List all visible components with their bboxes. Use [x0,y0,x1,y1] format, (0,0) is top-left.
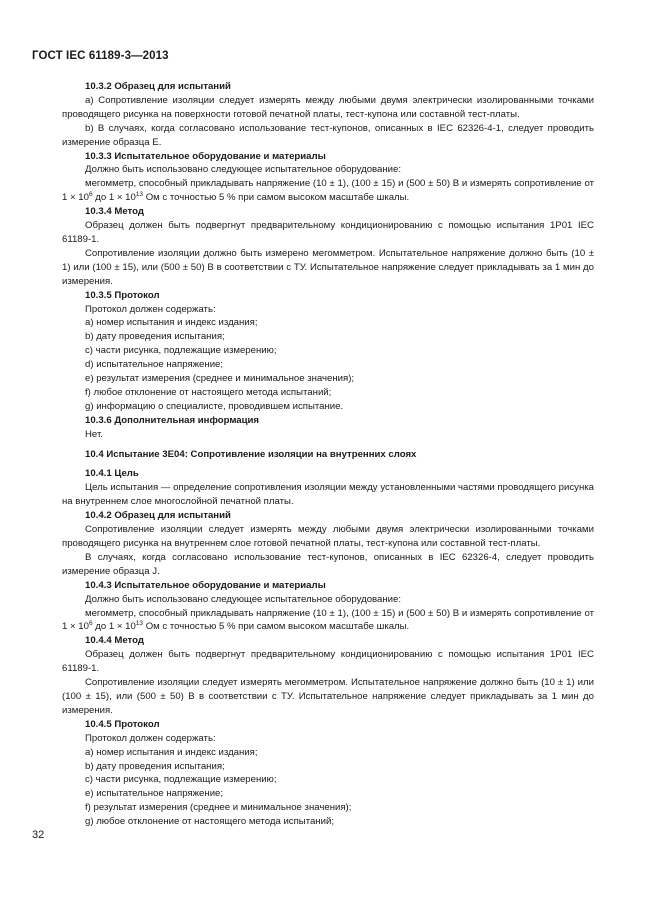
paragraph: В случаях, когда согласовано использование тест-купонов, описанных в IEC 62326-4, следует проводить измерение образца J. [62,551,594,577]
list-item: b) дату проведения испытания; [85,331,225,343]
paragraph: а) Сопротивление изоляции следует измерять между любыми двумя электрически изолированными точками проводящего рисунка на поверхности готовой печатной платы, тест-купона или составной тест-платы. [62,94,594,120]
list-item: b) дату проведения испытания; [85,760,225,772]
page-number: 32 [32,829,45,841]
section-heading: 10.4 Испытание 3Е04: Сопротивление изоляции на внутренних слоях [85,448,417,460]
section-heading: 10.3.2 Образец для испытаний [85,81,231,92]
list-item: с) части рисунка, подлежащие измерению; [85,774,277,786]
list-item: а) номер испытания и индекс издания; [85,317,258,329]
list-item: е) результат измерения (среднее и минимальное значения); [85,373,355,385]
paragraph: Сопротивление изоляции следует измерять мегомметром. Испытательное напряжение должно быть (10 ± 1) или (100 ± 15), или (500 ± 50) В в соответствии с ТУ. Испытательное напряжение следует прикладывать за 1 мин до измерения. [62,677,594,716]
paragraph: Образец должен быть подвергнут предварительному кондиционированию с помощью испытания 1P01 IEC 61189-1. [62,649,594,675]
paragraph: Сопротивление изоляции следует измерять между любыми двумя электрически изолированными точками проводящего рисунка на внутреннем слое готовой печатной платы, тест-купона или составной тест-платы. [62,524,594,549]
section-heading: 10.4.1 Цель [85,468,139,480]
paragraph: Нет. [85,428,103,440]
equipment-paragraph: мегомметр, способный прикладывать напряжение (10 ± 1), (100 ± 15) и (500 ± 50) В и измерять сопротивление от $1 \times 10^6$ до $1 \times 10^{13}$ Ом с точностью 5 % при самом высоком масштабе шкалы. [62,607,594,633]
list-item: с) части рисунка, подлежащие измерению; [85,345,277,357]
list-item: g) информацию о специалисте, проводившем испытание. [85,400,344,412]
paragraph: Цель испытания — определение сопротивления изоляции между установленными частями проводящего рисунка на внутреннем слое многослойной печатной платы. [62,482,594,508]
list-item: g) любое отклонение от настоящего метода испытаний; [85,816,334,828]
section-heading: 10.3.6 Дополнительная информация [85,414,260,426]
list-item: d) испытательное напряжение; [85,359,224,371]
equipment-paragraph: мегомметр, способный прикладывать напряжение (10 ± 1), (100 ± 15) и (500 ± 50) В и измерять сопротивление от $1 \times 10^6$ до $1 \times 10^{13}$ Ом с точностью 5 % при самом высоком масштабе шкалы. [62,178,594,204]
paragraph: Сопротивление изоляции должно быть измерено мегомметром. Испытательное напряжение должно быть (10 ± 1) или (100 ± 15), или (500 ± 50) В в соответствии с ТУ. Испытательное напряжение следует прикладывать за 1 мин до измерения. [62,247,594,287]
paragraph: Протокол должен содержать: [85,732,216,744]
paragraph: b) В случаях, когда согласовано использование тест-купонов, описанных в IEC 62326-4-1, следует проводить измерение образца Е. [62,122,594,148]
section-heading: 10.4.2 Образец для испытаний [85,510,231,522]
paragraph: Должно быть использовано следующее испытательное оборудование: [85,164,402,176]
section-heading: 10.3.5 Протокол [85,289,160,301]
section-heading: 10.3.3 Испытательное оборудование и материалы [85,150,326,162]
list-item: f) любое отклонение от настоящего метода испытаний; [85,386,332,398]
list-item: а) номер испытания и индекс издания; [85,746,258,758]
list-item: f) результат измерения (среднее и минимальное значения); [85,802,352,814]
list-item: е) испытательное напряжение; [85,788,224,800]
section-heading: 10.4.5 Протокол [85,718,160,730]
section-heading: 10.3.4 Метод [85,206,144,218]
document-header: ГОСТ IEC 61189-3—2013 [32,50,169,62]
section-heading: 10.4.4 Метод [85,635,144,647]
paragraph: Образец должен быть подвергнут предварительному кондиционированию с помощью испытания 1P01 IEC 61189-1. [62,220,594,245]
paragraph: Должно быть использовано следующее испытательное оборудование: [85,593,402,605]
document-body [62,80,594,829]
section-heading: 10.4.3 Испытательное оборудование и материалы [85,579,326,591]
paragraph: Протокол должен содержать: [85,303,216,315]
